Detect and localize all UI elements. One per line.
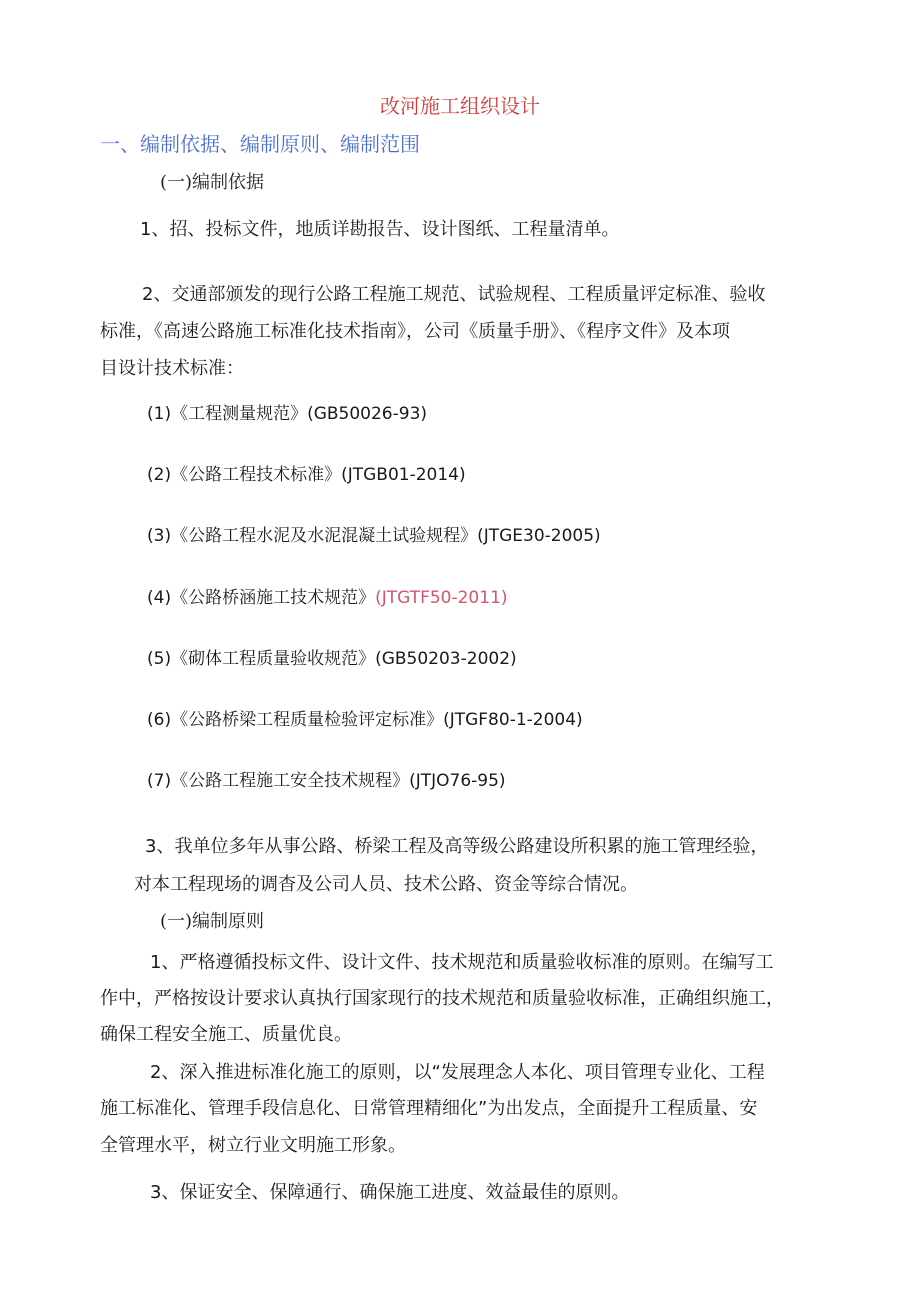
basis-item-1: 1、招、投标文件，地质详勘报告、设计图纸、工程量清单。 xyxy=(140,219,620,240)
subsection-heading-principles: (一)编制原则 xyxy=(160,911,265,932)
reference-4-code: (JTGTF50-2011) xyxy=(375,588,508,608)
principle-item-1-line-1: 1、严格遵循投标文件、设计文件、技术规范和质量验收标准的原则。在编写工 xyxy=(150,952,774,973)
basis-item-3-line-1: 3、我单位多年从事公路、桥梁工程及高等级公路建设所积累的施工管理经验， xyxy=(145,836,769,857)
reference-5: (5)《砌体工程质量验收规范》(GB50203-2002) xyxy=(147,649,517,669)
basis-item-2-line-3: 目设计技术标准： xyxy=(100,358,244,379)
principle-item-1-line-3: 确保工程安全施工、质量优良。 xyxy=(100,1024,352,1045)
principle-item-2-line-3: 全管理水平，树立行业文明施工形象。 xyxy=(100,1135,406,1156)
subsection-heading-basis: (一)编制依据 xyxy=(160,172,265,193)
reference-4 xyxy=(147,590,508,607)
reference-4-title: (4)《公路桥涵施工技术规范》 xyxy=(147,588,376,608)
principle-item-3: 3、保证安全、保障通行、确保施工进度、效益最佳的原则。 xyxy=(150,1182,630,1203)
principle-item-2-line-2: 施工标准化、管理手段信息化、日常管理精细化”为出发点，全面提升工程质量、安 xyxy=(100,1098,758,1119)
basis-item-2-line-2: 标准，《高速公路施工标准化技术指南》，公司《质量手册》、《程序文件》及本项 xyxy=(100,321,730,342)
reference-7: (7)《公路工程施工安全技术规程》(JTJO76-95) xyxy=(147,771,506,791)
document-title: 改河施工组织设计 xyxy=(380,94,540,118)
basis-item-3-line-2: 对本工程现场的调杳及公司人员、技术公路、资金等综合情况。 xyxy=(134,874,638,895)
reference-2: (2)《公路工程技术标准》(JTGB01-2014) xyxy=(147,465,466,485)
principle-item-1-line-2: 作中，严格按设计要求认真执行国家现行的技术规范和质量验收标准，正确组织施工， xyxy=(100,988,784,1009)
reference-6: (6)《公路桥梁工程质量检验评定标准》(JTGF80-1-2004) xyxy=(147,710,583,730)
basis-item-2-line-1: 2、交通部颁发的现行公路工程施工规范、试验规程、工程质量评定标准、验收 xyxy=(142,284,766,305)
reference-1: (1)《工程测量规范》(GB50026-93) xyxy=(147,404,428,424)
principle-item-2-line-1: 2、深入推进标准化施工的原则，以“发展理念人本化、项目管理专业化、工程 xyxy=(150,1062,765,1083)
reference-3: (3)《公路工程水泥及水泥混凝土试验规程》(JTGE30-2005) xyxy=(147,526,601,546)
section-heading-1: 一、编制依据、编制原则、编制范围 xyxy=(100,132,420,156)
